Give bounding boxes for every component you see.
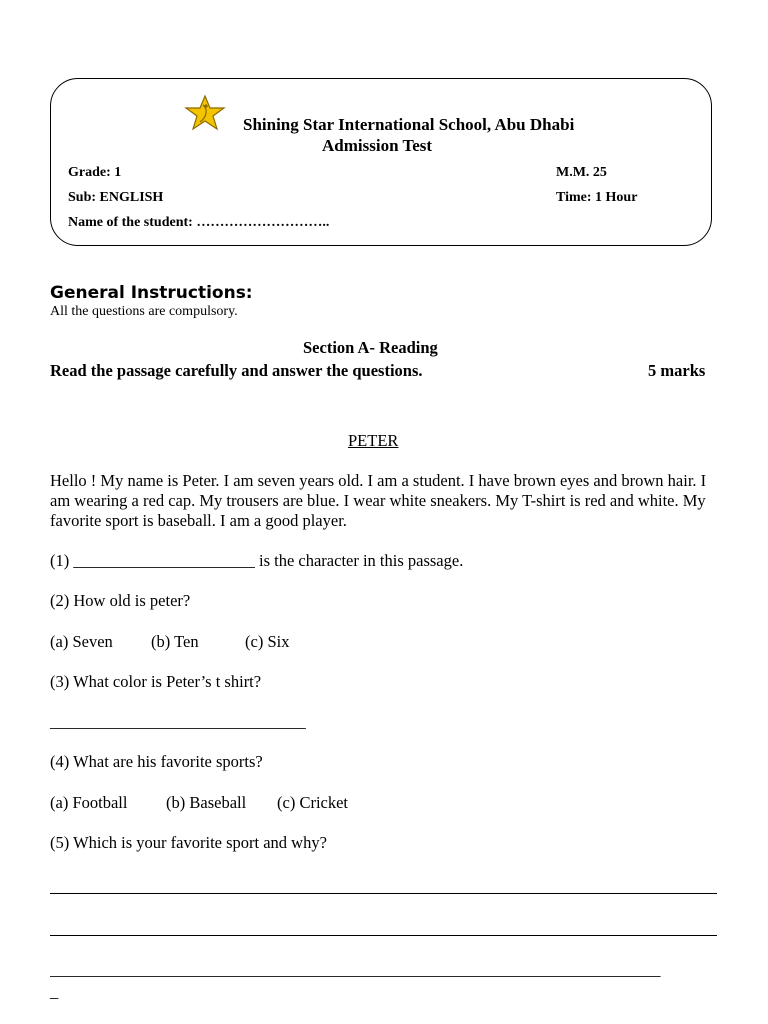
question-4-option-c: (c) Cricket xyxy=(277,793,349,812)
question-2-option-b: (b) Ten xyxy=(151,632,199,651)
question-4-option-a: (a) Football xyxy=(50,793,128,812)
section-title: Section A- Reading xyxy=(303,338,438,357)
answer-line-2 xyxy=(50,935,717,936)
subject-label: Sub: ENGLISH xyxy=(68,190,164,205)
max-marks-label: M.M. 25 xyxy=(556,165,607,180)
answer-line-3: __________________________________________________________________________ xyxy=(50,960,661,979)
student-name-field: Name of the student: ……………………….. xyxy=(68,215,330,230)
question-4-option-b: (b) Baseball xyxy=(166,793,247,812)
answer-line-1 xyxy=(50,893,717,894)
passage-title: PETER xyxy=(348,431,399,450)
question-2-option-c: (c) Six xyxy=(245,632,290,651)
question-2-option-a: (a) Seven xyxy=(50,632,113,651)
question-3: (3) What color is Peter’s t shirt? xyxy=(50,672,262,691)
question-3-answer-line: _______________________________ xyxy=(50,712,306,731)
test-title: Admission Test xyxy=(322,136,433,155)
question-5: (5) Which is your favorite sport and why? xyxy=(50,833,327,852)
section-marks: 5 marks xyxy=(648,361,706,380)
section-task: Read the passage carefully and answer the questions. xyxy=(50,361,423,380)
question-2: (2) How old is peter? xyxy=(50,591,191,610)
star-logo-icon xyxy=(182,95,228,131)
instructions-text: All the questions are compulsory. xyxy=(50,304,238,319)
grade-label: Grade: 1 xyxy=(68,165,122,180)
school-name: Shining Star International School, Abu Dhabi xyxy=(243,115,575,134)
passage-text: Hello ! My name is Peter. I am seven years old. I am a student. I have brown eyes and brown hair. I am wearing a red cap. My trousers are blue. I wear white sneakers. My T-shirt is red and white. My favorite sport is baseball. I am a good player. xyxy=(50,471,707,530)
time-label: Time: 1 Hour xyxy=(556,190,638,205)
answer-line-tail: _ xyxy=(50,982,59,1001)
question-1: (1) ______________________ is the character in this passage. xyxy=(50,551,464,570)
instructions-title: General Instructions: xyxy=(50,283,253,303)
question-4: (4) What are his favorite sports? xyxy=(50,752,263,771)
